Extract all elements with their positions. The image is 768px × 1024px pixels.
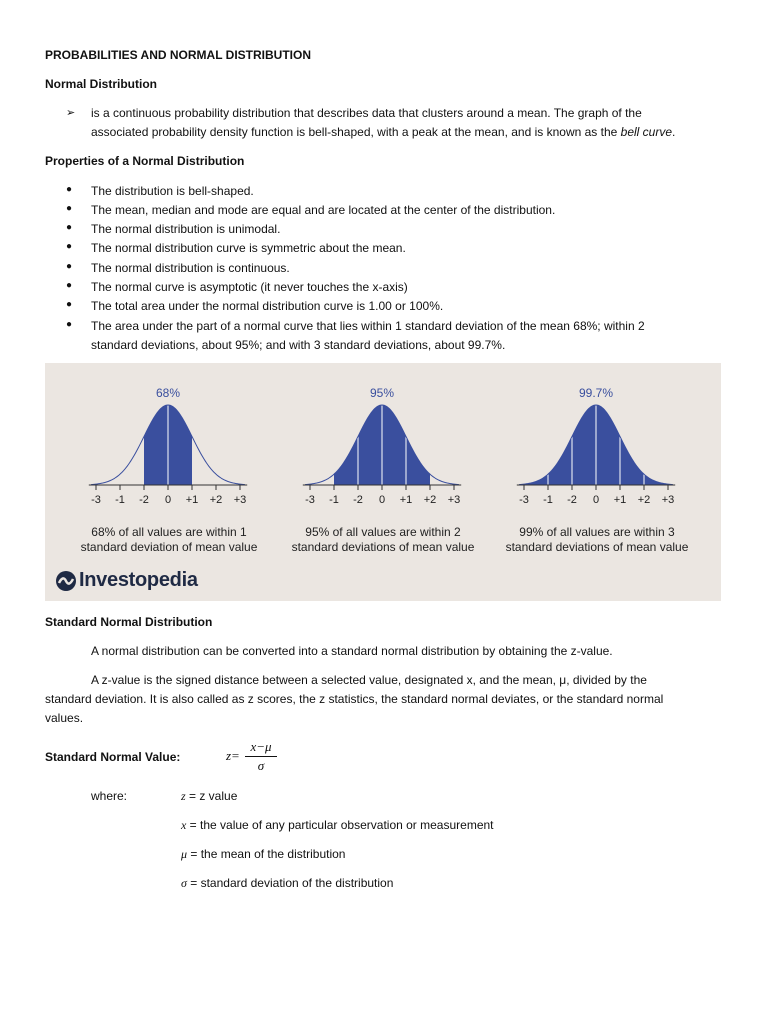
tick-label: +1 bbox=[613, 494, 627, 506]
investopedia-logo: Investopedia bbox=[79, 569, 198, 591]
tick-label: +2 bbox=[423, 494, 437, 506]
bullet-icon: ● bbox=[66, 222, 73, 233]
standard-para-2-line-2: standard deviation. It is also called as z scores, the z statistics, the standard normal deviates, or the standard normal bbox=[45, 692, 664, 706]
formula-lhs: z= bbox=[226, 748, 240, 763]
standard-para-2-line-1: A z-value is the signed distance between a selected value, designated x, and the mean, μ, divided by the bbox=[91, 673, 647, 687]
definition-z: z = z value bbox=[181, 789, 238, 803]
list-item: The normal curve is asymptotic (it never touches the x-axis) bbox=[91, 280, 408, 294]
definition-mu: μ = the mean of the distribution bbox=[181, 847, 346, 861]
formula-label: Standard Normal Value: bbox=[45, 750, 181, 764]
list-item: The area under the part of a normal curve that lies within 1 standard deviation of the mean 68%; within 2 bbox=[91, 319, 645, 333]
standard-para-2-line-3: values. bbox=[45, 711, 84, 725]
arrow-bullet-icon: ➢ bbox=[66, 107, 76, 119]
tick-label: -2 bbox=[139, 494, 149, 506]
percent-label: 95% bbox=[369, 386, 395, 400]
list-item: The normal distribution curve is symmetric about the mean. bbox=[91, 241, 406, 255]
list-item: The distribution is bell-shaped. bbox=[91, 184, 254, 198]
tick-label: -1 bbox=[543, 494, 553, 506]
tick-label: 0 bbox=[164, 494, 172, 506]
page-title: PROBABILITIES AND NORMAL DISTRIBUTION bbox=[45, 48, 311, 62]
list-item-continuation: standard deviations, about 95%; and with 3 standard deviations, about 99.7%. bbox=[91, 338, 506, 352]
standard-para-1: A normal distribution can be converted into a standard normal distribution by obtaining the z-value. bbox=[91, 644, 613, 658]
tick-label: 0 bbox=[592, 494, 600, 506]
tick-label: +1 bbox=[399, 494, 413, 506]
curves-svg bbox=[45, 363, 721, 601]
curve-panel-3 bbox=[517, 386, 675, 506]
list-item: The total area under the normal distribution curve is 1.00 or 100%. bbox=[91, 299, 444, 313]
normal-distribution-heading: Normal Distribution bbox=[45, 77, 158, 91]
tick-label: +3 bbox=[447, 494, 461, 506]
tick-label: +3 bbox=[233, 494, 247, 506]
properties-heading: Properties of a Normal Distribution bbox=[45, 154, 245, 168]
standard-normal-heading: Standard Normal Distribution bbox=[45, 615, 213, 629]
definition-x: x = the value of any particular observation or measurement bbox=[181, 818, 494, 832]
fraction-bar bbox=[245, 756, 277, 757]
caption-panel-1: 68% of all values are within 1 standard deviation of mean value bbox=[80, 525, 258, 554]
formula-numerator: x−μ bbox=[250, 739, 272, 754]
percent-label: 99.7% bbox=[578, 386, 614, 400]
list-item: The normal distribution is unimodal. bbox=[91, 222, 281, 236]
investopedia-logo-icon bbox=[55, 570, 77, 595]
where-label: where: bbox=[91, 789, 128, 803]
tick-label: -3 bbox=[91, 494, 101, 506]
bullet-icon: ● bbox=[66, 184, 73, 195]
list-item: The normal distribution is continuous. bbox=[91, 261, 290, 275]
tick-label: -1 bbox=[115, 494, 125, 506]
tick-label: +1 bbox=[185, 494, 199, 506]
bullet-icon: ● bbox=[66, 319, 73, 330]
caption-panel-2: 95% of all values are within 2 standard deviations of mean value bbox=[291, 525, 475, 554]
caption-panel-3: 99% of all values are within 3 standard deviations of mean value bbox=[505, 525, 689, 554]
definition-sigma: σ = standard deviation of the distribution bbox=[181, 876, 394, 890]
bullet-icon: ● bbox=[66, 241, 73, 252]
tick-label: -3 bbox=[519, 494, 529, 506]
tick-label: -2 bbox=[353, 494, 363, 506]
tick-label: -3 bbox=[305, 494, 315, 506]
list-item: The mean, median and mode are equal and are located at the center of the distribution. bbox=[91, 203, 556, 217]
tick-label: -1 bbox=[329, 494, 339, 506]
tick-label: -2 bbox=[567, 494, 577, 506]
normal-curves-figure bbox=[45, 363, 721, 601]
formula-denominator: σ bbox=[257, 758, 265, 773]
bullet-icon: ● bbox=[66, 203, 73, 214]
definition-line-2: associated probability density function is bell-shaped, with a peak at the mean, and is known as the bell curve. bbox=[91, 125, 676, 139]
tick-label: +3 bbox=[661, 494, 675, 506]
bell-curve-emphasis: bell curve bbox=[620, 125, 673, 139]
tick-label: 0 bbox=[378, 494, 386, 506]
curve-panel-2 bbox=[303, 386, 461, 506]
bullet-icon: ● bbox=[66, 261, 73, 272]
tick-label: +2 bbox=[637, 494, 651, 506]
bullet-icon: ● bbox=[66, 280, 73, 291]
percent-label: 68% bbox=[155, 386, 181, 400]
definition-line-1: is a continuous probability distribution that describes data that clusters around a mean. The graph of the bbox=[91, 106, 642, 120]
curve-panel-1 bbox=[89, 386, 247, 506]
bullet-icon: ● bbox=[66, 299, 73, 310]
tick-label: +2 bbox=[209, 494, 223, 506]
